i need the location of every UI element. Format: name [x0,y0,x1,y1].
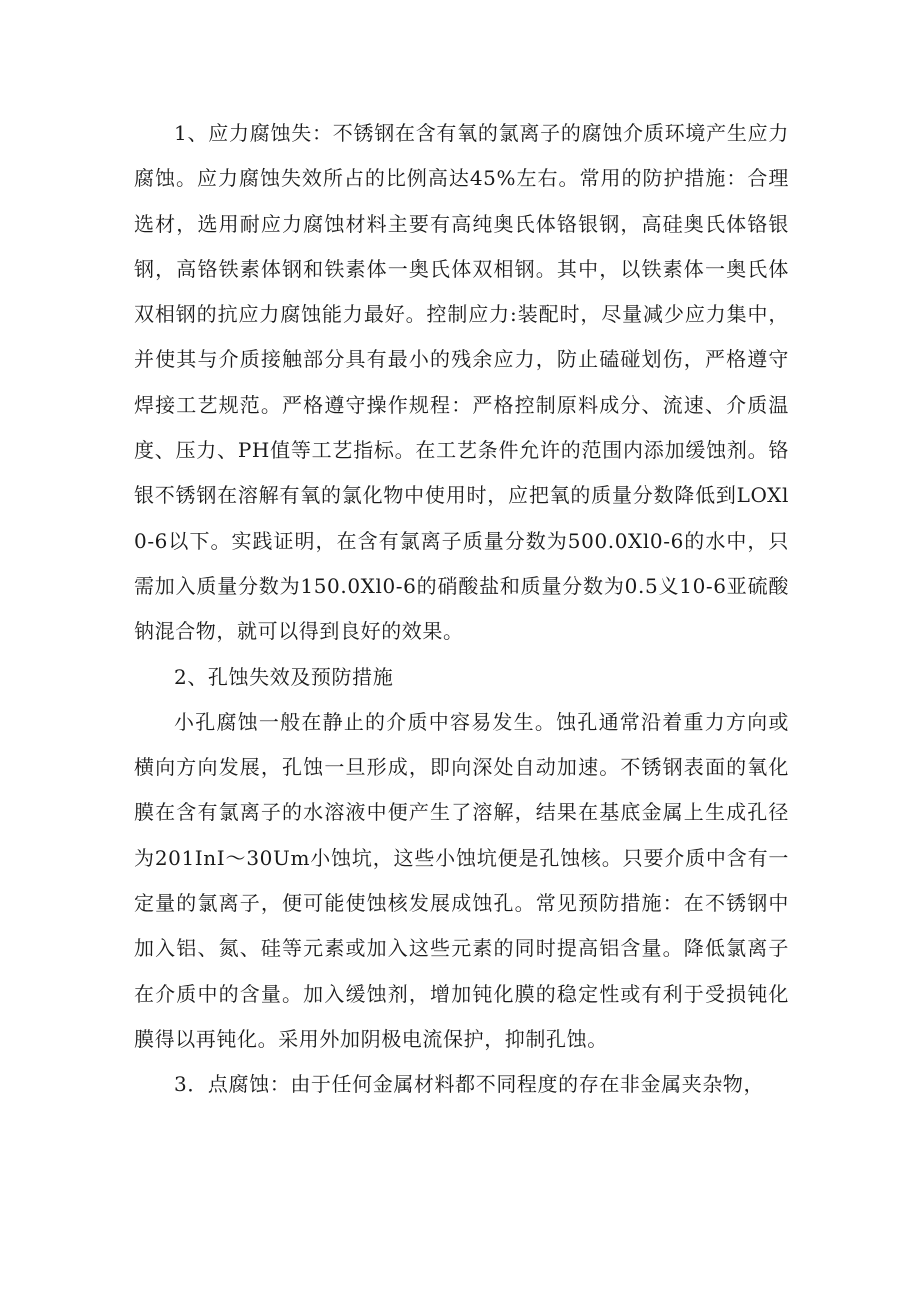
heading-pitting-failure: 2、孔蚀失效及预防措施 [174,664,394,689]
paragraph-pitting-corrosion: 小孔腐蚀一般在静止的介质中容易发生。蚀孔通常沿着重力方向或横向方向发展，孔蚀一旦形成，即向深处自动加速。不锈钢表面的氧化膜在含有氯离子的水溶液中便产生了溶解，结果在基底金属上生成孔径为201InI～30Um小蚀坑，这些小蚀坑便是孔蚀核。只要介质中含有一定量的氯离子，便可能使蚀核发展成蚀孔。常见预防措施：在不锈钢中加入铝、氮、硅等元素或加入这些元素的同时提高铝含量。降低氯离子在介质中的含量。加入缓蚀剂，增加钝化膜的稳定性或有利于受损钝化膜得以再钝化。采用外加阴极电流保护，抑制孔蚀。 [134,709,789,1051]
document-body [134,111,789,1108]
paragraph-stress-corrosion: 1、应力腐蚀失：不锈钢在含有氧的氯离子的腐蚀介质环境产生应力腐蚀。应力腐蚀失效所占的比例高达45%左右。常用的防护措施：合理选材，选用耐应力腐蚀材料主要有高纯奥氏体铬银钢，高硅奥氏体铬银钢，高铬铁素体钢和铁素体一奥氏体双相钢。其中，以铁素体一奥氏体双相钢的抗应力腐蚀能力最好。控制应力:装配时，尽量减少应力集中，并使其与介质接触部分具有最小的残余应力，防止磕碰划伤，严格遵守焊接工艺规范。严格遵守操作规程：严格控制原料成分、流速、介质温度、压力、PH值等工艺指标。在工艺条件允许的范围内添加缓蚀剂。铬银不锈钢在溶解有氧的氯化物中使用时，应把氧的质量分数降低到LOXl0-6以下。实践证明，在含有氯离子质量分数为500.0Xl0-6的水中，只需加入质量分数为150.0Xl0-6的硝酸盐和质量分数为0.5义10-6亚硫酸钠混合物，就可以得到良好的效果。 [134,121,789,644]
paragraph-point-corrosion: 3．点腐蚀：由于任何金属材料都不同程度的存在非金属夹杂物， [174,1072,765,1097]
